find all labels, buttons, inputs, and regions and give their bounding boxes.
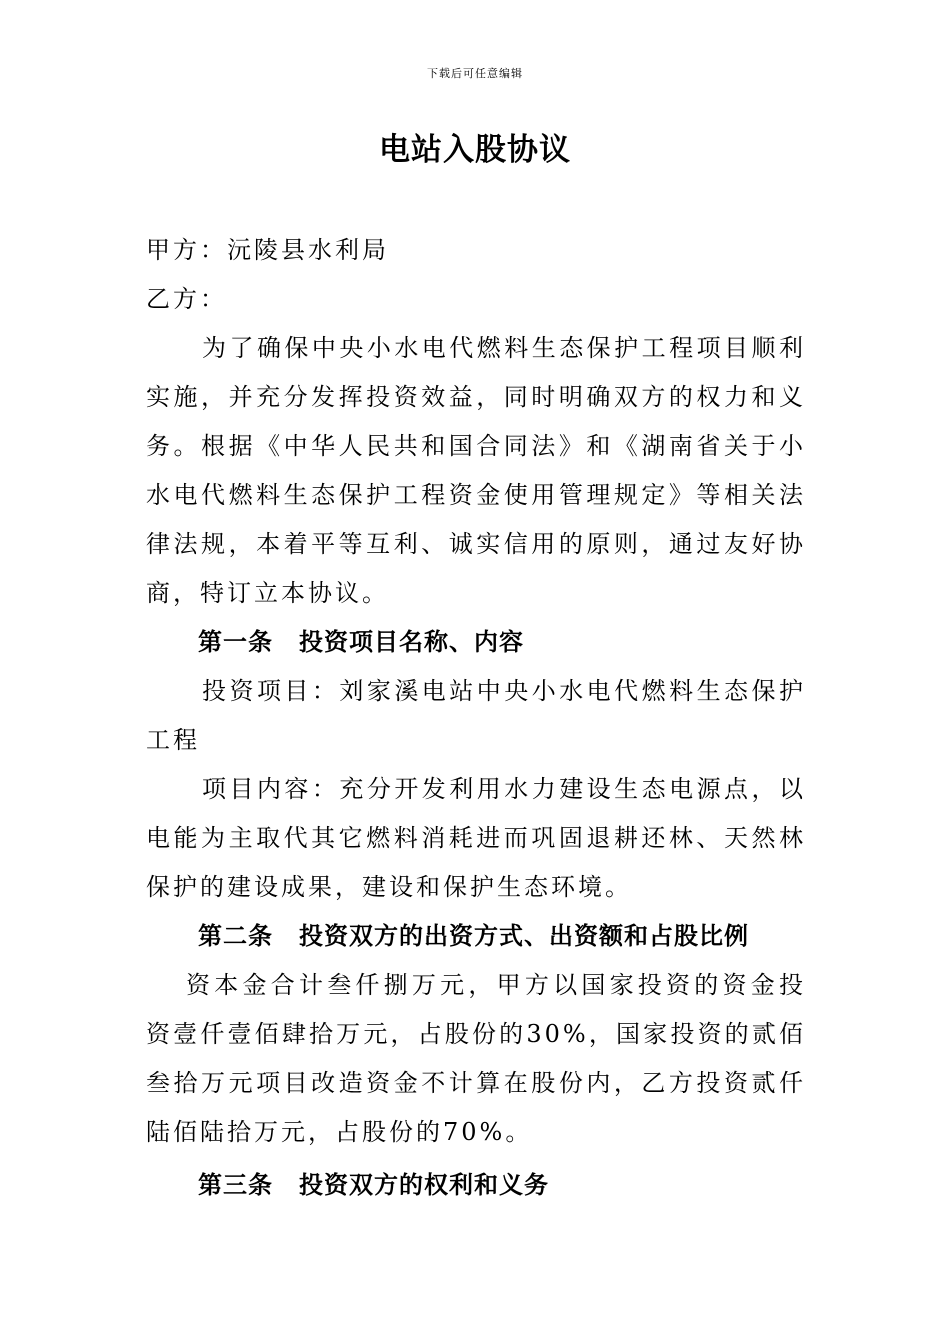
document-title: 电站入股协议 bbox=[379, 132, 571, 168]
article-3-title: 投资双方的权利和义务 bbox=[299, 1171, 549, 1199]
article-1-content: 项目内容：充分开发利用水力建设生态电源点，以电能为主取代其它燃料消耗进而巩固退耕还林、天然林保护的建设成果，建设和保护生态环境。 bbox=[146, 775, 806, 901]
party-a-line: 甲方：沅陵县水利局 bbox=[146, 236, 389, 264]
article-2-body: 资本金合计叁仟捌万元，甲方以国家投资的资金投资壹仟壹佰肆拾万元，占股份的30%，国家投资的贰佰叁拾万元项目改造资金不计算在股份内，乙方投资贰仟陆佰陆拾万元，占股份的70%。 bbox=[146, 971, 806, 1146]
article-2-title: 投资双方的出资方式、出资额和占股比例 bbox=[299, 922, 749, 950]
party-b-line: 乙方： bbox=[146, 285, 227, 313]
article-1-title: 投资项目名称、内容 bbox=[299, 628, 524, 656]
article-2-number: 第二条 bbox=[198, 922, 273, 950]
intro-paragraph: 为了确保中央小水电代燃料生态保护工程项目顺利实施，并充分发挥投资效益，同时明确双方的权力和义务。根据《中华人民共和国合同法》和《湖南省关于小水电代燃料生态保护工程资金使用管理规定》等相关法律法规，本着平等互利、诚实信用的原则，通过友好协商，特订立本协议。 bbox=[146, 334, 806, 607]
page-header-note: 下载后可任意编辑 bbox=[427, 67, 523, 80]
article-1-project: 投资项目：刘家溪电站中央小水电代燃料生态保护工程 bbox=[146, 677, 806, 754]
article-2-heading bbox=[146, 912, 806, 961]
article-3-number: 第三条 bbox=[198, 1171, 273, 1199]
article-3-heading bbox=[146, 1161, 806, 1210]
article-1-number: 第一条 bbox=[198, 628, 273, 656]
article-1-heading bbox=[146, 618, 806, 667]
document-body bbox=[146, 226, 806, 1210]
